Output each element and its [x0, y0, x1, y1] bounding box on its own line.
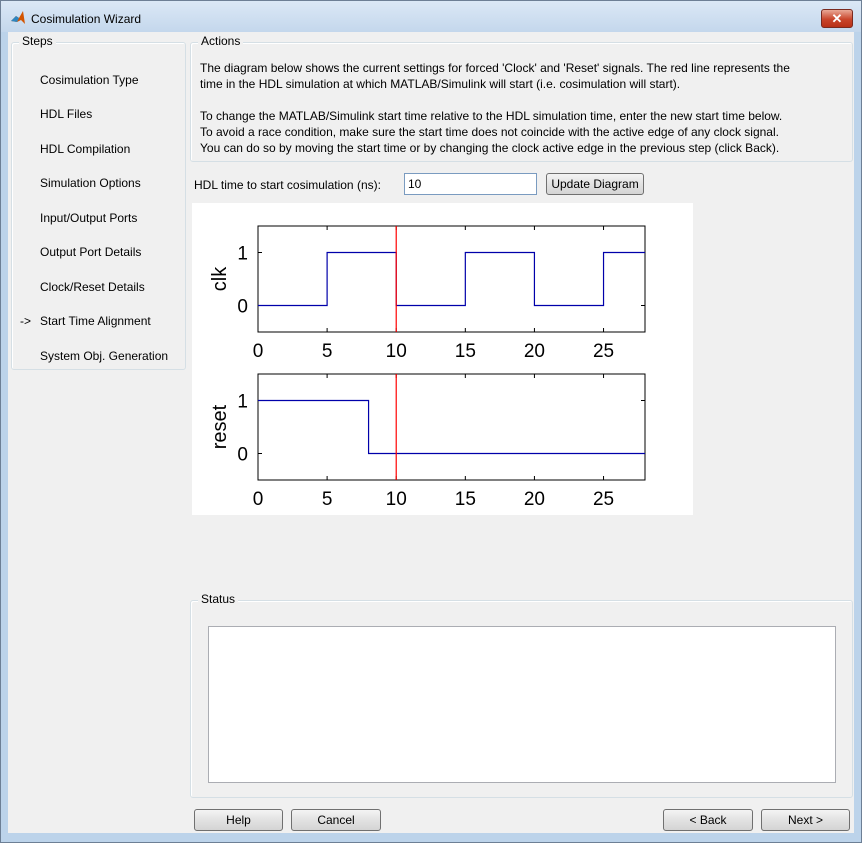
matlab-icon	[10, 10, 26, 26]
step-label: Start Time Alignment	[40, 314, 151, 328]
timing-diagram-svg	[192, 203, 693, 515]
window-title: Cosimulation Wizard	[31, 12, 142, 26]
x-tick-label: 15	[454, 341, 476, 362]
y-tick-label: 1	[237, 243, 248, 265]
step-hdl-compilation[interactable]	[40, 142, 130, 156]
x-tick-label: 0	[252, 341, 264, 362]
start-time-input[interactable]	[404, 173, 537, 195]
step-simulation-options[interactable]	[40, 176, 141, 190]
current-step-marker: ->	[20, 314, 32, 328]
x-tick-label: 5	[321, 489, 333, 510]
step-system-obj-generation[interactable]	[40, 349, 168, 363]
actions-description-line: time in the HDL simulation at which MATLAB/Simulink will start (i.e. cosimulation will start).	[200, 77, 681, 91]
step-label: Input/Output Ports	[40, 211, 138, 225]
actions-description-line: The diagram below shows the current settings for forced 'Clock' and 'Reset' signals. The red line represents the	[200, 61, 790, 75]
step-start-time-alignment[interactable]	[40, 314, 151, 328]
step-output-port-details[interactable]	[40, 245, 141, 259]
status-panel	[190, 592, 853, 798]
actions-title: Actions	[198, 34, 243, 48]
step-label: HDL Compilation	[40, 142, 131, 156]
step-cosimulation-type[interactable]	[40, 73, 139, 87]
update-diagram-button[interactable]: Update Diagram	[546, 173, 644, 195]
status-text-area[interactable]	[208, 626, 836, 783]
x-tick-label: 10	[385, 489, 407, 510]
timing-diagram	[192, 203, 693, 515]
step-label: System Obj. Generation	[40, 349, 169, 363]
start-time-label: HDL time to start cosimulation (ns):	[194, 178, 381, 192]
status-title: Status	[198, 592, 238, 606]
y-tick-label: 0	[237, 296, 248, 318]
actions-description-line: To change the MATLAB/Simulink start time relative to the HDL simulation time, enter the new start time below.	[200, 109, 783, 123]
wizard-client-area	[8, 32, 854, 833]
step-label: HDL Files	[40, 107, 93, 121]
steps-title: Steps	[19, 34, 56, 48]
actions-panel	[190, 34, 853, 162]
step-label: Simulation Options	[40, 176, 141, 190]
plot-axes-box	[258, 226, 645, 332]
step-label: Output Port Details	[40, 245, 142, 259]
plot-axes-box	[258, 374, 645, 480]
y-tick-label: 1	[237, 391, 248, 413]
x-tick-label: 0	[252, 489, 264, 510]
reset-axis-label: reset	[209, 404, 231, 450]
x-tick-label: 25	[592, 341, 615, 362]
close-button[interactable]: ✕	[821, 9, 853, 28]
step-input-output-ports[interactable]	[40, 211, 137, 225]
step-label: Clock/Reset Details	[40, 280, 145, 294]
next-button[interactable]: Next >	[761, 809, 850, 831]
x-tick-label: 10	[385, 341, 407, 362]
x-tick-label: 25	[592, 489, 615, 510]
actions-description-line: To avoid a race condition, make sure the start time does not coincide with the active edge of any clock signal.	[200, 125, 779, 139]
x-tick-label: 15	[454, 489, 476, 510]
x-tick-label: 20	[523, 489, 545, 510]
title-bar[interactable]	[1, 1, 861, 32]
cancel-button[interactable]: Cancel	[291, 809, 381, 831]
actions-description-line: You can do so by moving the start time or by changing the clock active edge in the previous step (click Back).	[200, 141, 780, 155]
clk-axis-label: clk	[209, 266, 231, 292]
x-tick-label: 20	[523, 341, 545, 362]
back-button[interactable]: < Back	[663, 809, 753, 831]
x-tick-label: 5	[321, 341, 333, 362]
step-hdl-files[interactable]	[40, 107, 92, 121]
step-clock-reset-details[interactable]	[40, 280, 145, 294]
steps-panel	[11, 34, 186, 370]
help-button[interactable]: Help	[194, 809, 283, 831]
y-tick-label: 0	[237, 444, 248, 466]
step-label: Cosimulation Type	[40, 73, 139, 87]
